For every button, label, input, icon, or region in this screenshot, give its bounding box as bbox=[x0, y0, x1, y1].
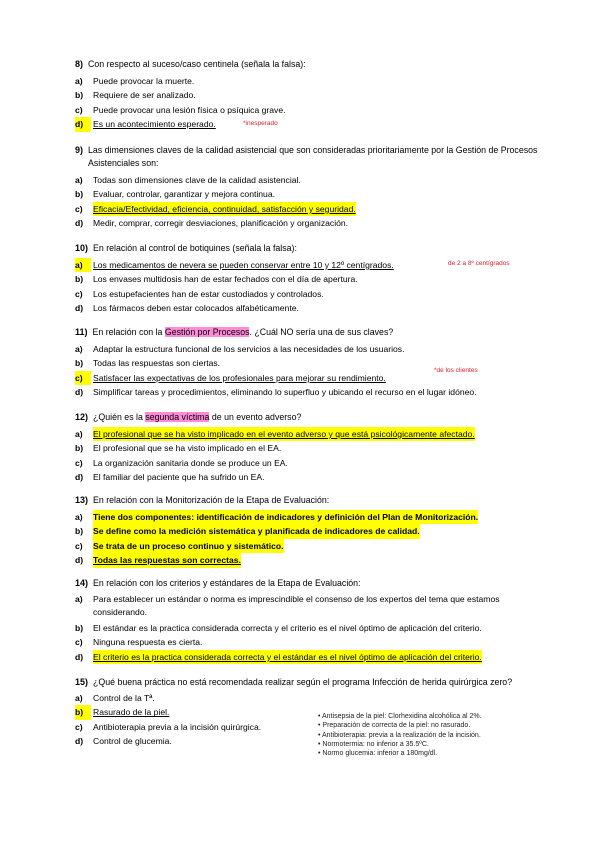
question-text: Con respecto al suceso/caso centinela (señala la falsa): bbox=[88, 59, 306, 69]
option-c: c) Puede provocar una lesión física o psíquica grave. bbox=[75, 104, 286, 115]
option-a: a) Puede provocar la muerte. bbox=[75, 76, 195, 86]
option-c-answer: c) Se trata de un proceso continuo y sistemático. bbox=[75, 539, 545, 553]
option-a-answer: a) Los medicamentos de nevera se pueden conservar entre 10 y 12º centígrados. bbox=[75, 258, 545, 272]
question-13: 13) En relación con la Monitorización de la Etapa de Evaluación: a) Tiene dos componentes: identificación de indicadores y definición del Plan de Monitorización. b) Se define como la medición sistemática y planificada de indicadores de calidad. c) Se trata de un proceso continuo y sistemático. d) Todas las respuestas son correctas. bbox=[75, 494, 545, 568]
side-notes: • Antisepsia de la piel: Clorhexidina alcohólica al 2%. • Preparación de correcta de la piel: no rasurado. • Antibioterapia: previa a la realización de la incisión. • Normotermia: no inferior a 35.5ºC. • Normo glucemia: inferior a 180mg/dl. bbox=[318, 712, 558, 758]
question-number: 8) bbox=[75, 59, 84, 69]
answer-note: *de los clientes bbox=[434, 367, 478, 374]
question-10: 10) En relación al control de botiquines (señala la falsa): a) Los medicamentos de nevera se pueden conservar entre 10 y 12º centígrados. b) Los envases multidosis han de estar fechados con el día de apertura. c) Los estupefacientes han de estar custodiados y controlados. d) Los fármacos deben estar colocados alfabéticamente. bbox=[75, 242, 545, 316]
question-15: 15) ¿Qué buena práctica no está recomendada realizar según el programa Infección de herida quirúrgica zero? a) Control de la Tª. b) Rasurado de la piel. c) Antibioterapia previa a la incisión quirúrgica. d) Control de glucemia. bbox=[75, 676, 545, 749]
option-a-answer: a) Tiene dos componentes: identificación de indicadores y definición del Plan de Monitorización. bbox=[75, 510, 545, 524]
question-11: 11) En relación con la Gestión por Procesos. ¿Cuál NO sería una de sus claves? a) Adaptar la estructura funcional de los servicios a las necesidades de los usuarios. b) Todas las respuestas son ciertas. c) Satisfacer las expectativas de los profesionales para mejorar su rendimiento. d) Simplificar tareas y procedimientos, eliminando lo superfluo y ubicando el recurso en el lugar idóneo. bbox=[75, 326, 545, 400]
option-d-answer: d) El criterio es la practica considerada correcta y el estándar es el nivel óptimo de aplicación del criterio. bbox=[75, 650, 545, 664]
question-9: 9) Las dimensiones claves de la calidad asistencial que son consideradas prioritariamente por la Gestión de Procesos Asistenciales son: a) Todas son dimensiones clave de la calidad asistencial. b) Evaluar, controlar, garantizar y mejora continua. c) Eficacia/Efectividad, eficiencia, continuidad, satisfacción y seguridad. d) Medir, comprar, corregir desviaciones, planificación y organización. bbox=[75, 144, 545, 231]
option-c-answer: c) Satisfacer las expectativas de los profesionales para mejorar su rendimiento. bbox=[75, 371, 545, 385]
question-12: 12) ¿Quién es la segunda víctima de un evento adverso? a) El profesional que se ha visto implicado en el evento adverso y que está psicológicamente afectado. b) El profesional que se ha visto implicado en el EA. c) La organización sanitaria donde se produce un EA. d) El familiar del paciente que ha sufrido un EA. bbox=[75, 411, 545, 485]
option-c-answer: c) Eficacia/Efectividad, eficiencia, continuidad, satisfacción y seguridad. bbox=[75, 202, 545, 216]
answer-note: *inesperado bbox=[243, 120, 278, 127]
option-d-answer: d) Todas las respuestas son correctas. bbox=[75, 553, 545, 567]
question-8 bbox=[75, 58, 545, 132]
option-b-answer: b) Se define como la medición sistemática y planificada de indicadores de calidad. bbox=[75, 524, 545, 538]
option-b: b) Requiere de ser analizado. bbox=[75, 90, 196, 101]
option-a-answer: a) El profesional que se ha visto implicado en el evento adverso y que está psicológicamente afectado. bbox=[75, 427, 545, 441]
option-b-answer: b) Rasurado de la piel. bbox=[75, 705, 545, 719]
option-d-answer: d) Es un acontecimiento esperado. bbox=[75, 117, 545, 131]
answer-note: de 2 a 8º centígrados bbox=[448, 260, 510, 267]
question-14: 14) En relación con los criterios y estándares de la Etapa de Evaluación: a) Para establecer un estándar o norma es imprescindible el consenso de los expertos del tema que estamos considerando. b) El estándar es la practica considerada correcta y el criterio es el nivel óptimo de aplicación del criterio. c) Ninguna respuesta es cierta. d) El criterio es la practica considerada correcta y el estándar es el nivel óptimo de aplicación del criterio. bbox=[75, 577, 545, 664]
